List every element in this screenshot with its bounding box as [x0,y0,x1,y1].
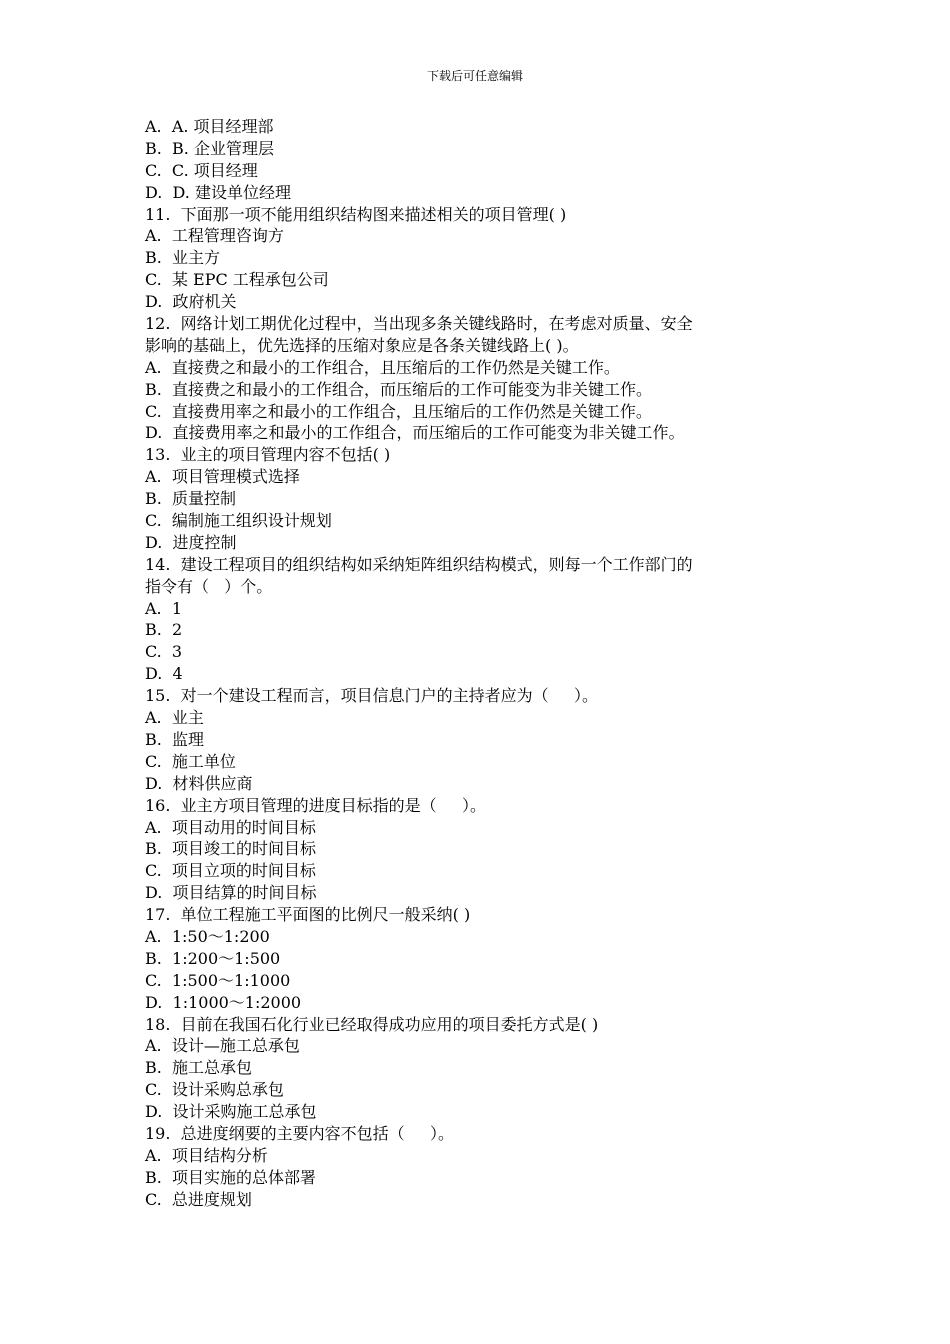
option-text: B. 项目竣工的时间目标 [145,839,317,859]
option-text: B. 业主方 [145,248,221,268]
option-text: A. 1 [145,598,182,618]
option-text: D. 直接费用率之和最小的工作组合，而压缩后的工作可能变为非关键工作。 [145,423,685,443]
option-text: A. 直接费之和最小的工作组合，且压缩后的工作仍然是关键工作。 [145,357,620,377]
option-text: C. 某 EPC 工程承包公司 [145,270,329,290]
option-text: A. A. 项目经理部 [145,117,274,136]
option-text: C. 直接费用率之和最小的工作组合，且压缩后的工作仍然是关键工作。 [145,401,652,421]
option-text: B. B. 企业管理层 [145,138,274,158]
question-text: 16. 业主方项目管理的进度目标指的是（ ）。 [145,795,487,815]
option-text: B. 施工总承包 [145,1058,253,1078]
question-text: 13. 业主的项目管理内容不包括( ) [145,445,391,465]
question-text: 11. 下面那一项不能用组织结构图来描述相关的项目管理( ) [145,204,567,224]
option-text: A. 1:50～1:200 [145,926,270,946]
option-text: 影响的基础上，优先选择的压缩对象应是各条关键线路上( )。 [145,335,579,355]
option-text: A. 工程管理咨询方 [145,226,284,246]
question-text: 18. 目前在我国石化行业已经取得成功应用的项目委托方式是( ) [145,1014,599,1034]
option-text: B. 直接费之和最小的工作组合，而压缩后的工作可能变为非关键工作。 [145,379,653,399]
option-text: A. 设计—施工总承包 [145,1036,300,1056]
option-text: A. 项目动用的时间目标 [145,817,316,837]
option-text: A. 项目结构分析 [145,1145,268,1165]
option-text: C. 1:500～1:1000 [145,970,291,990]
question-text: 17. 单位工程施工平面图的比例尺一般采纳( ) [145,905,471,925]
option-text: 指令有（ ）个。 [145,576,273,596]
option-text: B. 1:200～1:500 [145,948,281,968]
option-text: C. 总进度规划 [145,1189,252,1209]
page-header: 下载后可任意编辑 [426,69,523,83]
option-text: D. 政府机关 [145,292,237,312]
option-text: C. C. 项目经理 [145,160,258,180]
question-text: 19. 总进度纲要的主要内容不包括（ ）。 [145,1123,455,1143]
option-text: C. 设计采购总承包 [145,1080,284,1100]
option-text: A. 业主 [145,708,204,728]
option-text: D. 材料供应商 [145,773,253,793]
option-text: B. 监理 [145,729,205,749]
question-text: 12. 网络计划工期优化过程中，当出现多条关键线路时，在考虑对质量、安全 [145,314,693,334]
option-text: C. 3 [145,642,183,662]
option-text: D. D. 建设单位经理 [145,182,291,202]
option-text: A. 项目管理模式选择 [145,467,300,487]
option-text: C. 施工单位 [145,751,236,771]
option-text: D. 项目结算的时间目标 [145,883,317,903]
option-text: D. 进度控制 [145,532,237,552]
option-text: B. 质量控制 [145,489,237,509]
option-text: D. 设计采购施工总承包 [145,1102,317,1122]
question-text: 15. 对一个建设工程而言，项目信息门户的主持者应为（ ）。 [145,686,599,706]
option-text: B. 项目实施的总体部署 [145,1167,317,1187]
option-text: D. 1:1000～1:2000 [145,992,302,1012]
question-list [145,116,825,1211]
option-text: D. 4 [145,664,183,684]
question-text: 14. 建设工程项目的组织结构如采纳矩阵组织结构模式，则每一个工作部门的 [145,554,693,574]
option-text: C. 编制施工组织设计规划 [145,511,332,531]
option-text: B. 2 [145,620,183,640]
option-text: C. 项目立项的时间目标 [145,861,316,881]
